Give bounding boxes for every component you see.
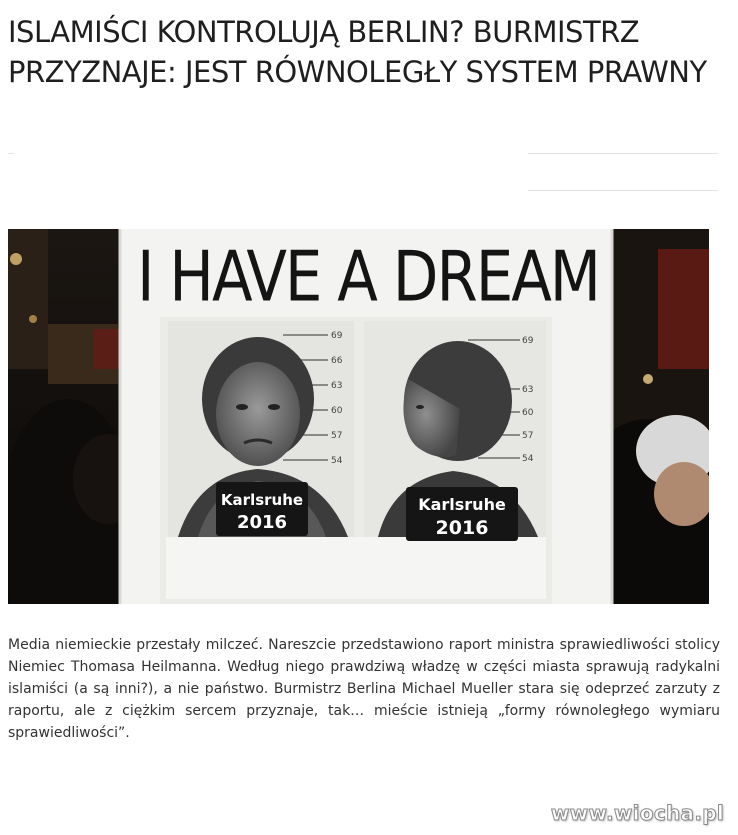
height-mark: 54 <box>522 454 534 464</box>
site-watermark: www.wiocha.pl <box>550 801 724 825</box>
height-mark: 66 <box>331 356 343 366</box>
mugshot-front <box>168 321 354 537</box>
height-mark: 69 <box>522 336 534 346</box>
article-photo <box>8 229 709 604</box>
placard-left-line1: Karlsruhe <box>220 491 304 509</box>
placard-left-line2: 2016 <box>236 512 288 533</box>
height-mark: 57 <box>331 431 343 441</box>
height-mark: 60 <box>522 408 534 418</box>
height-mark: 60 <box>331 406 343 416</box>
placard-right-line1: Karlsruhe <box>418 495 506 514</box>
height-mark: 69 <box>331 331 343 341</box>
height-mark: 63 <box>522 385 534 395</box>
divider-right-top <box>528 153 718 154</box>
divider-left <box>8 153 14 154</box>
page-title: ISLAMIŚCI KONTROLUJĄ BERLIN? BURMISTRZ PRZYZNAJE: JEST RÓWNOLEGŁY SYSTEM PRAWNY <box>8 15 707 89</box>
divider-right-bottom <box>528 190 718 191</box>
mugshot-profile <box>364 321 546 541</box>
sign-text: I HAVE A DREAM <box>136 235 600 317</box>
article-body: Media niemieckie przestały milczeć. Nareszcie przedstawiono raport ministra sprawiedliwości stolicy Niemiec Thomasa Heilmanna. Według niego prawdziwą władzę w części miasta sprawują radykalni islamiści (a są inni?), a nie państwo. Burmistrz Berlina Michael Mueller stara się odeprzeć zarzuty z raportu, ale z ciężkim sercem przyznaje, tak… mieście istnieją „formy równoległego wymiaru sprawiedliwości”. <box>8 637 720 741</box>
height-mark: 63 <box>331 381 343 391</box>
height-mark: 54 <box>331 456 343 466</box>
placard-right-line2: 2016 <box>435 517 489 539</box>
height-mark: 57 <box>522 431 534 441</box>
